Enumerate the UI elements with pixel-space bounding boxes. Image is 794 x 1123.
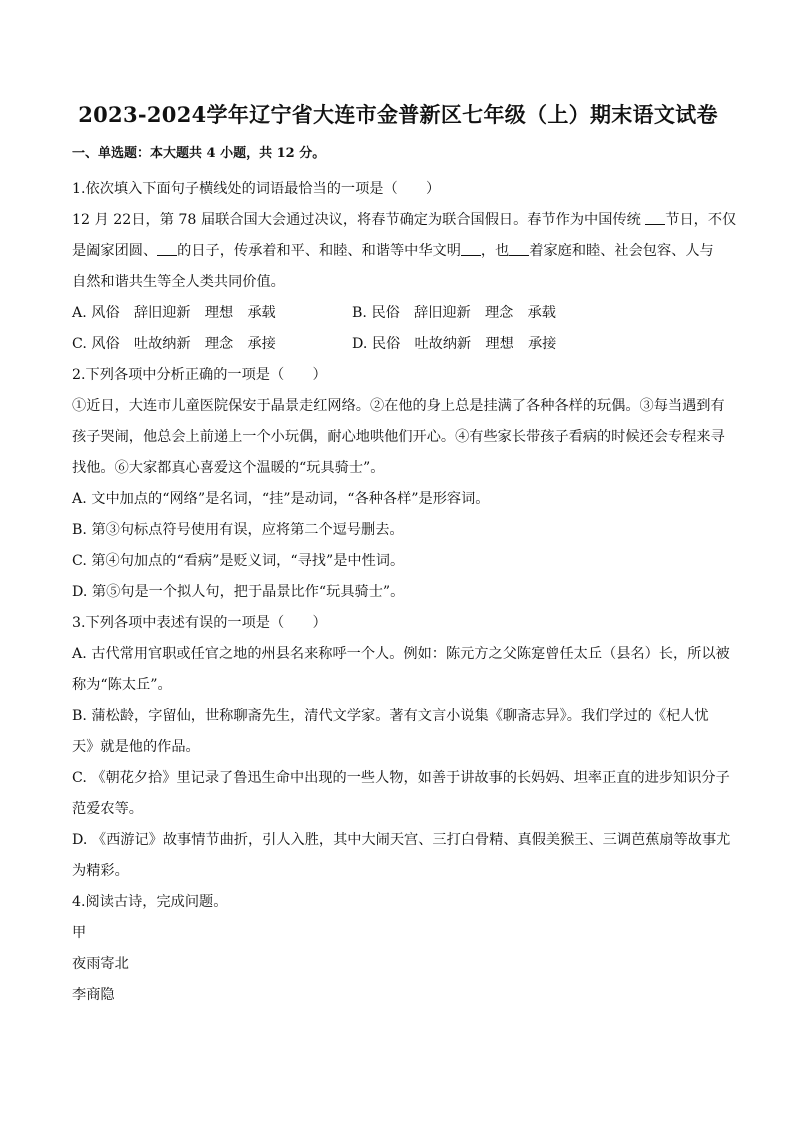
question-4 xyxy=(72,887,724,1011)
question-1-passage-line: 12 月 22日，第 78 届联合国大会通过决议，将春节确定为联合国假日。春节作为中国传统 节日，不仅 xyxy=(72,212,737,228)
option-c: C. 风俗 吐故纳新 理念 承接 xyxy=(72,336,276,352)
question-1 xyxy=(72,174,737,360)
question-2-passage-line: 孩子哭闹，他总会上前递上一个小玩偶，耐心地哄他们开心。④有些家长带孩子看病的时候还会专程来寻 xyxy=(72,429,725,445)
question-2-passage-line: ①近日，大连市儿童医院保安于晶景走红网络。②在他的身上总是挂满了各种各样的玩偶。③每当遇到有 xyxy=(72,398,725,414)
poem-label: 甲 xyxy=(72,925,87,941)
option-c-line: 范爱农等。 xyxy=(72,801,143,817)
option-a-line: 称为“陈太丘”。 xyxy=(72,677,172,693)
fill-blank xyxy=(461,241,481,256)
option-c: C. 第④句加点的“看病”是贬义词，“寻找”是中性词。 xyxy=(72,553,405,569)
poem-author: 李商隐 xyxy=(72,987,115,1003)
option-d: D. 民俗 吐故纳新 理想 承接 xyxy=(352,336,557,352)
fill-blank xyxy=(157,241,177,256)
question-1-passage-line: 自然和谐共生等全人类共同价值。 xyxy=(72,274,285,290)
option-a-line: A. 古代常用官职或任官之地的州县名来称呼一个人。例如：陈元方之父陈寔曾任太丘（县名）长，所以被 xyxy=(72,646,730,662)
poem-title: 夜雨寄北 xyxy=(72,956,129,972)
fill-blank xyxy=(509,241,529,256)
question-2-stem: 2.下列各项中分析正确的一项是（ ） xyxy=(72,367,327,383)
question-1-stem: 1.依次填入下面句子横线处的词语最恰当的一项是（ ） xyxy=(72,181,441,197)
option-c-line: C. 《朝花夕拾》里记录了鲁迅生命中出现的一些人物，如善于讲故事的长妈妈、坦率正直的进步知识分子 xyxy=(72,770,730,786)
section-heading-single-choice: 一、单选题：本大题共 4 小题，共 12 分。 xyxy=(72,146,326,161)
question-2-passage-line: 找他。⑥大家都真心喜爱这个温暖的“玩具骑士”。 xyxy=(72,460,385,476)
question-2 xyxy=(72,360,724,608)
question-3 xyxy=(72,608,731,887)
option-d: D. 第⑤句是一个拟人句，把于晶景比作“玩具骑士”。 xyxy=(72,584,405,600)
option-b: B. 民俗 辞旧迎新 理念 承载 xyxy=(352,305,556,321)
option-d-line: D. 《西游记》故事情节曲折，引人入胜，其中大闹天宫、三打白骨精、真假美猴王、三调芭蕉扇等故事尤 xyxy=(72,832,731,848)
question-1-options xyxy=(72,298,724,360)
option-b-line: B. 蒲松龄，字留仙，世称聊斋先生，清代文学家。著有文言小说集《聊斋志异》。我们学过的《杞人忧 xyxy=(72,708,709,724)
option-b-line: 天》就是他的作品。 xyxy=(72,739,200,755)
question-4-stem: 4.阅读古诗，完成问题。 xyxy=(72,894,228,910)
fill-blank xyxy=(645,210,665,225)
option-b: B. 第③句标点符号使用有误，应将第二个逗号删去。 xyxy=(72,522,404,538)
question-3-stem: 3.下列各项中表述有误的一项是（ ） xyxy=(72,615,327,631)
option-a: A. 风俗 辞旧迎新 理想 承载 xyxy=(72,305,276,321)
question-1-passage-line: 是阖家团圆、 的日子，传承着和平、和睦、和谐等中华文明 ，也 着家庭和睦、社会包容、人与 xyxy=(72,243,714,259)
option-a: A. 文中加点的“网络”是名词，“挂”是动词，“各种各样”是形容词。 xyxy=(72,491,490,507)
exam-page xyxy=(72,100,737,1011)
option-d-line: 为精彩。 xyxy=(72,863,129,879)
exam-title: 2023-2024学年辽宁省大连市金普新区七年级（上）期末语文试卷 xyxy=(78,102,718,127)
